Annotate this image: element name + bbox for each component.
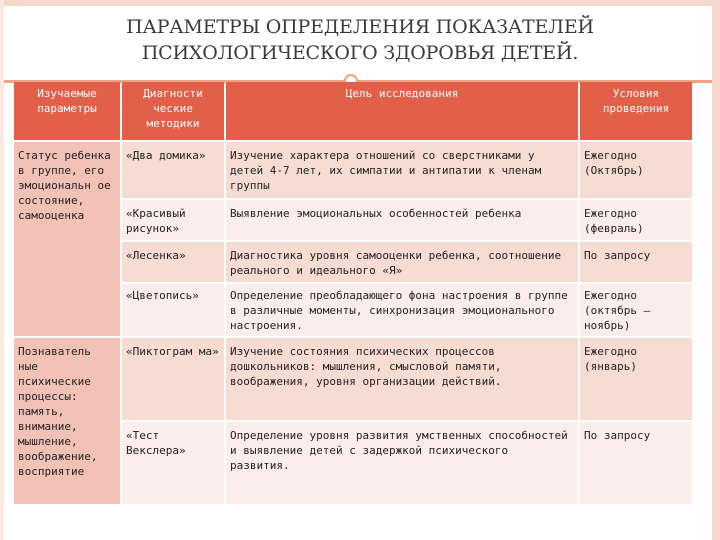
row-6-goal: Определение уровня развития умственных способностей и выявление детей с задержкой психического развития. — [226, 422, 578, 504]
row-4-method: «Цветопись» — [122, 284, 224, 336]
row-1-conditions: Ежегодно (Октябрь) — [580, 142, 692, 198]
slide-frame-right — [712, 0, 720, 540]
header-conditions: Условия проведения — [580, 82, 692, 140]
header-methods: Диагности ческие методики — [122, 82, 224, 140]
row-3-goal: Диагностика уровня самооценки ребенка, соотношение реального и идеального «Я» — [226, 242, 578, 282]
slide-frame-top — [0, 0, 720, 6]
row-3-method: «Лесенка» — [122, 242, 224, 282]
group-cognitive-cell: Познаватель ные психические процессы: память, внимание, мышление, воображение, восприятие — [14, 338, 120, 504]
row-4-goal: Определение преобладающего фона настроения в группе в различные моменты, синхронизация эмоционального настроения. — [226, 284, 578, 336]
slide-title-line-1: ПАРАМЕТРЫ ОПРЕДЕЛЕНИЯ ПОКАЗАТЕЛЕЙ — [126, 16, 594, 38]
row-5-conditions: Ежегодно (январь) — [580, 338, 692, 420]
row-5-method: «Пиктограм ма» — [122, 338, 224, 420]
slide-title-line-2: ПСИХОЛОГИЧЕСКОГО ЗДОРОВЬЯ ДЕТЕЙ. — [141, 42, 579, 64]
row-6-conditions: По запросу — [580, 422, 692, 504]
header-goal: Цель исследования — [226, 82, 578, 140]
slide-title — [20, 14, 700, 66]
group-status-cell: Статус ребенка в группе, его эмоциональн ое состояние, самооценка — [14, 142, 120, 336]
row-2-conditions: Ежегодно (февраль) — [580, 200, 692, 240]
row-5-goal: Изучение состояния психических процессов дошкольников: мышления, смысловой памяти, воображения, уровня организации действий. — [226, 338, 578, 420]
row-2-goal: Выявление эмоциональных особенностей ребенка — [226, 200, 578, 240]
row-6-method: «Тест Векслера» — [122, 422, 224, 504]
row-1-method: «Два домика» — [122, 142, 224, 198]
row-3-conditions: По запросу — [580, 242, 692, 282]
header-parameters: Изучаемые параметры — [14, 82, 120, 140]
row-2-method: «Красивый рисунок» — [122, 200, 224, 240]
row-4-conditions: Ежегодно (октябрь – ноябрь) — [580, 284, 692, 336]
row-1-goal: Изучение характера отношений со сверстниками у детей 4-7 лет, их симпатии и антипатии к членам группы — [226, 142, 578, 198]
